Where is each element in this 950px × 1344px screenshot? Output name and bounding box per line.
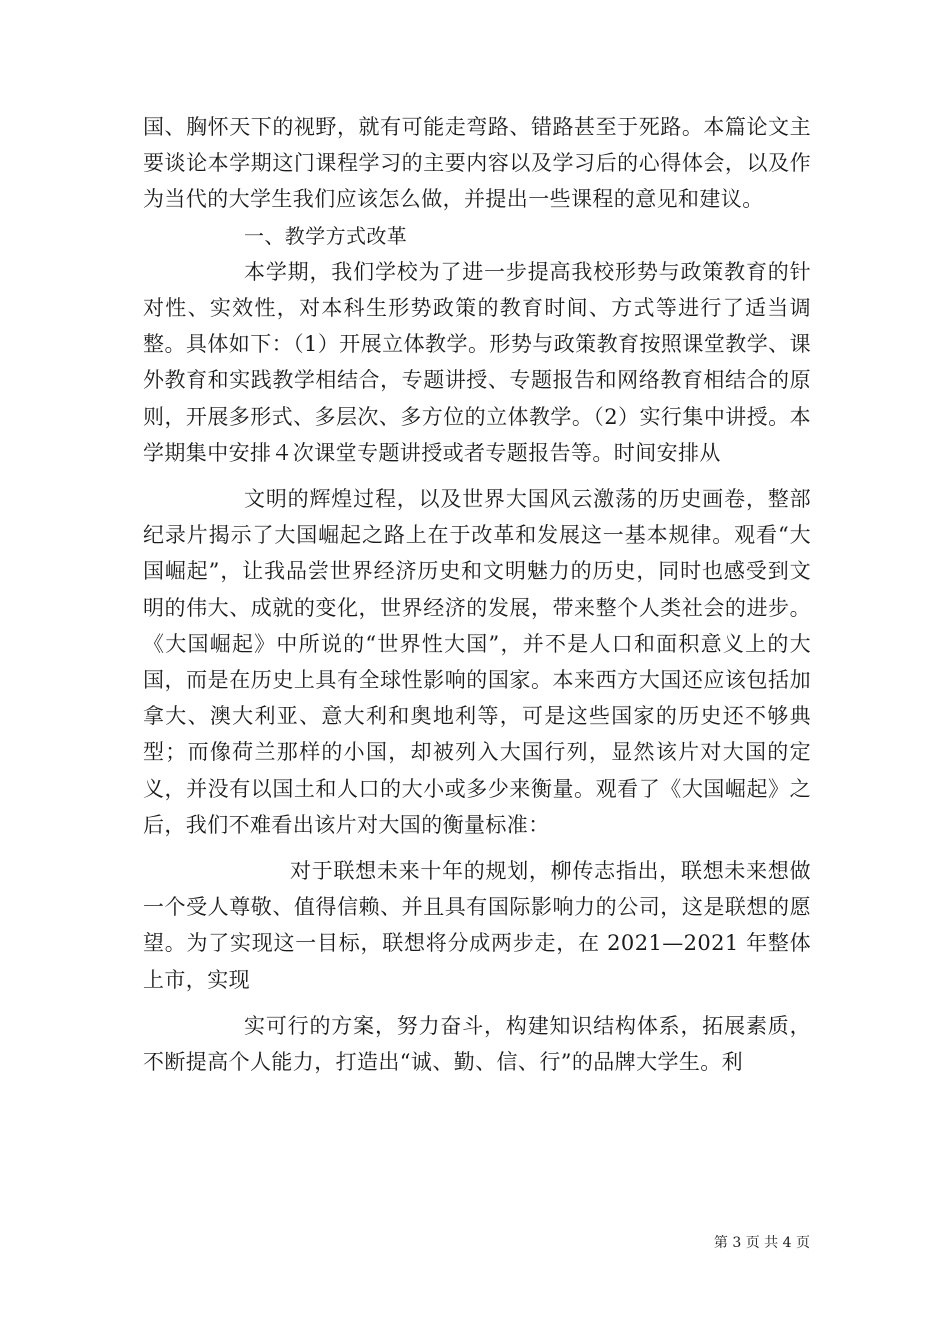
paragraph-intro-continuation: 国、胸怀天下的视野，就有可能走弯路、错路甚至于死路。本篇论文主要谈论本学期这门课程学习的主要内容以及学习后的心得体会，以及作为当代的大学生我们应该怎么做，并提出一些课程的意见和建议。 (143, 115, 811, 212)
page-number-footer: 第 3 页 共 4 页 (713, 1235, 810, 1251)
paragraph-teaching-reform: 本学期，我们学校为了进一步提高我校形势与政策教育的针对性、实效性，对本科生形势政策的教育时间、方式等进行了适当调整。具体如下：（1）开展立体教学。形势与政策教育按照课堂教学、课外教育和实践教学相结合，专题讲授、专题报告和网络教育相结合的原则，开展多形式、多层次、多方位的立体教学。（2）实行集中讲授。本学期集中安排４次课堂专题讲授或者专题报告等。时间安排从 (143, 259, 811, 465)
document-body (143, 109, 811, 1080)
paragraph-great-powers: 文明的辉煌过程，以及世界大国风云激荡的历史画卷，整部纪录片揭示了大国崛起之路上在于改革和发展这一基本规律。观看“大国崛起”，让我品尝世界经济历史和文明魅力的历史，同时也感受到文明的伟大、成就的变化，世界经济的发展，带来整个人类社会的进步。《大国崛起》中所说的“世界性大国”，并不是人口和面积意义上的大国，而是在历史上具有全球性影响的国家。本来西方大国还应该包括加拿大、澳大利亚、意大利和奥地利等，可是这些国家的历史还不够典型；而像荷兰那样的小国，却被列入大国行列，显然该片对大国的定义，并没有以国土和人口的大小或多少来衡量。观看了《大国崛起》之后，我们不难看出该片对大国的衡量标准： (143, 487, 811, 837)
paragraph-student-quality: 实可行的方案，努力奋斗，构建知识结构体系，拓展素质，不断提高个人能力，打造出“诚、勤、信、行”的品牌大学生。利 (143, 1013, 811, 1075)
paragraph-lenovo: 对于联想未来十年的规划，柳传志指出，联想未来想做一个受人尊敬、值得信赖、并且具有国际影响力的公司，这是联想的愿望。为了实现这一目标，联想将分成两步走，在 2021—2021 年整体上市，实现 (143, 859, 811, 992)
section-heading: 一、教学方式改革 (244, 223, 408, 248)
